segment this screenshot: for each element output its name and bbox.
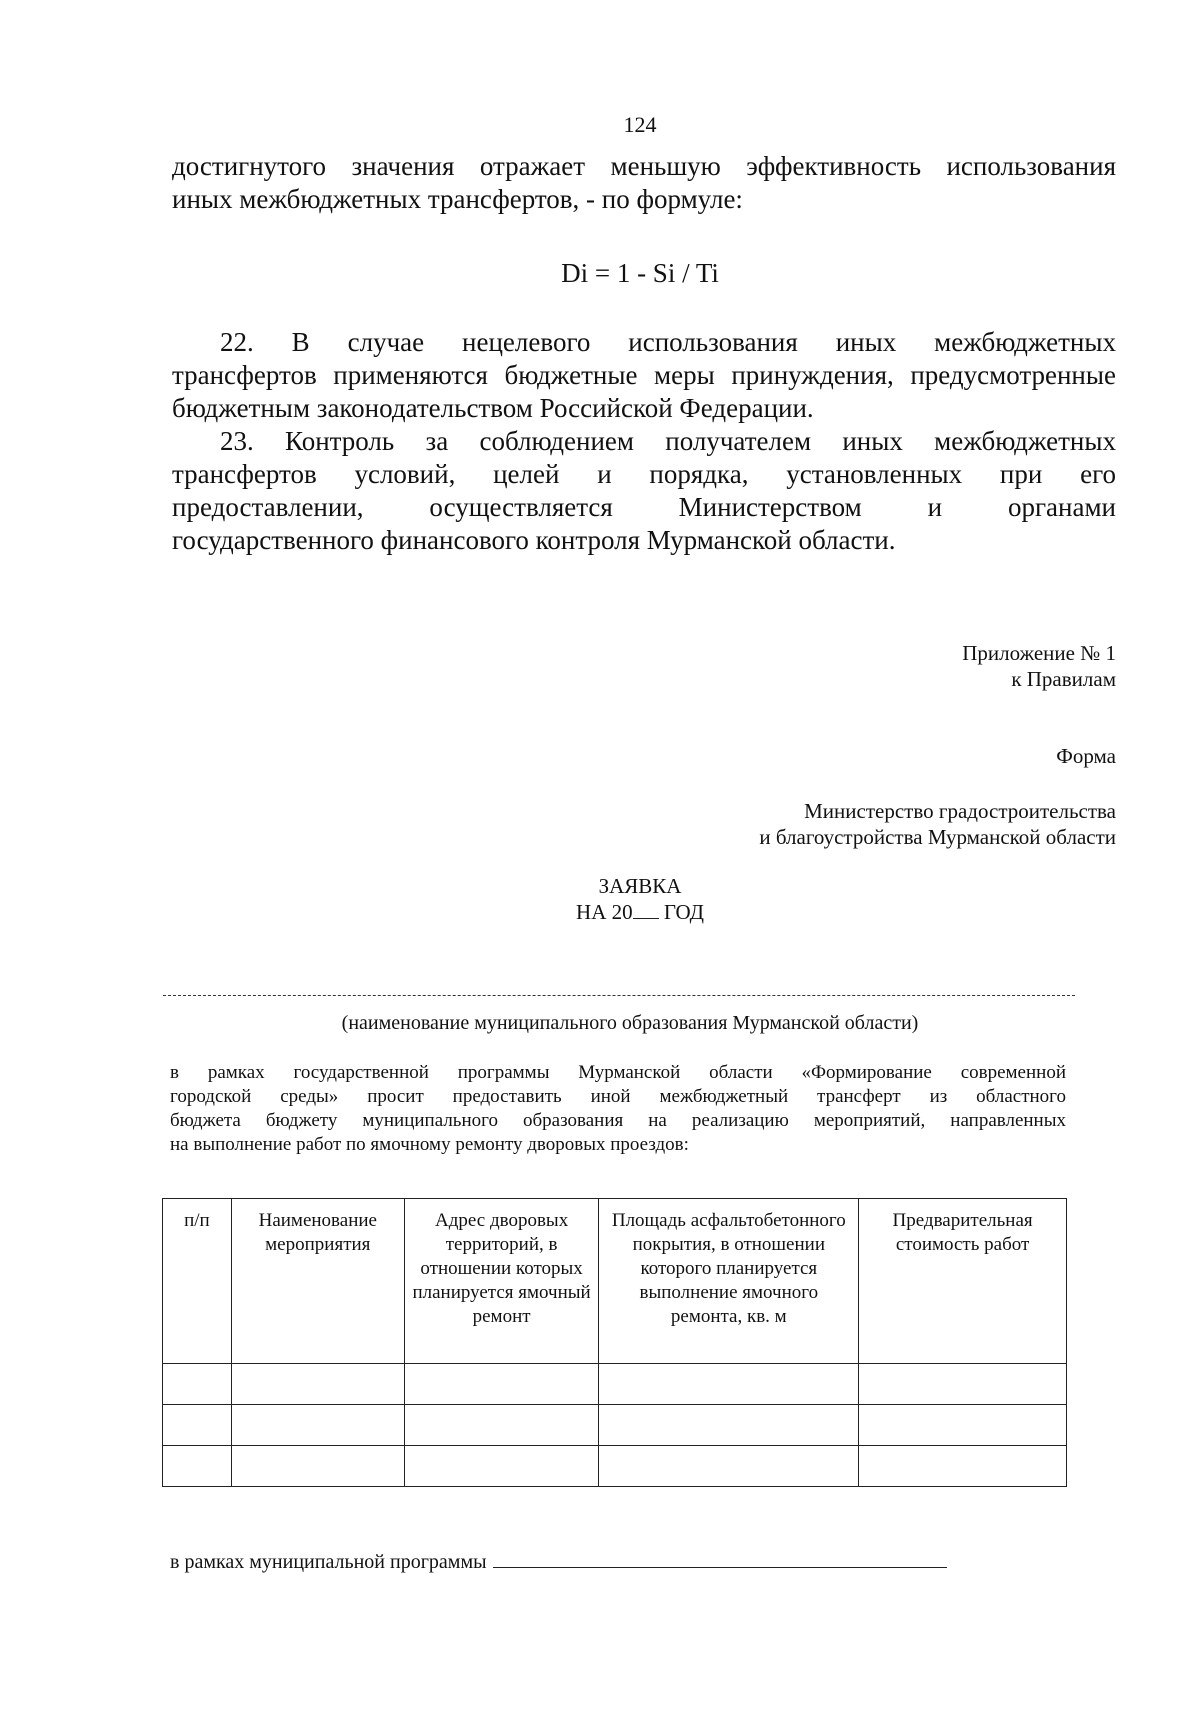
text-line: предоставлении, осуществляется Министерством и органами — [172, 492, 1116, 522]
formula: Di = 1 - Si / Ti — [561, 258, 719, 288]
appendix-rules: к Правилам — [1011, 667, 1116, 691]
table-cell[interactable] — [599, 1364, 859, 1405]
text-line: 23. Контроль за соблюдением получателем иных межбюджетных — [220, 426, 1116, 456]
year-blank — [633, 904, 659, 919]
request-year-suffix: ГОД — [663, 900, 704, 924]
municipality-caption: (наименование муниципального образования Мурманской области) — [341, 1012, 919, 1034]
table-cell[interactable] — [859, 1446, 1067, 1487]
table-cell[interactable] — [163, 1405, 232, 1446]
text-line: 22. В случае нецелевого использования иных межбюджетных — [220, 327, 1116, 357]
table-cell[interactable] — [163, 1446, 232, 1487]
table-cell[interactable] — [599, 1405, 859, 1446]
table-cell[interactable] — [231, 1364, 404, 1405]
table-cell[interactable] — [599, 1446, 859, 1487]
text-line: трансфертов условий, целей и порядка, установленных при его — [172, 459, 1116, 489]
request-title — [0, 873, 1200, 925]
table-cell[interactable] — [163, 1364, 232, 1405]
table-row — [163, 1405, 1067, 1446]
request-year — [0, 899, 1200, 925]
table-cell[interactable] — [404, 1405, 599, 1446]
municipal-program-line — [170, 1551, 947, 1574]
header-area: Площадь асфальтобетонного покрытия, в отношении которого планируется выполнение ямочного ремонта, кв. м — [599, 1199, 859, 1364]
request-intro — [170, 1061, 1066, 1157]
addressee — [759, 798, 1116, 850]
text-line: бюджетным законодательством Российской Федерации. — [172, 393, 814, 423]
table-row — [163, 1446, 1067, 1487]
text-line: на выполнение работ по ямочному ремонту дворовых проездов: — [170, 1134, 689, 1155]
table-cell[interactable] — [231, 1405, 404, 1446]
addressee-line: и благоустройства Мурманской области — [759, 825, 1116, 849]
text-line: государственного финансового контроля Мурманской области. — [172, 525, 896, 555]
header-activity-name: Наименование мероприятия — [231, 1199, 404, 1364]
municipal-program-label: в рамках муниципальной программы — [170, 1551, 487, 1573]
appendix-number: Приложение № 1 — [962, 641, 1116, 665]
form-label: Форма — [1056, 744, 1116, 768]
text-line: в рамках государственной программы Мурманской области «Формирование современной — [170, 1062, 1066, 1083]
municipality-name-line — [163, 995, 1075, 996]
text-line: городской среды» просит предоставить иной межбюджетный трансферт из областного — [170, 1086, 1066, 1107]
paragraph-item-22 — [172, 326, 1116, 425]
request-table — [162, 1198, 1067, 1487]
table-cell[interactable] — [231, 1446, 404, 1487]
text-line: иных межбюджетных трансфертов, - по формуле: — [172, 184, 743, 214]
municipal-program-blank[interactable] — [493, 1553, 947, 1568]
table-cell[interactable] — [404, 1446, 599, 1487]
header-number: п/п — [163, 1199, 232, 1364]
addressee-line: Министерство градостроительства — [804, 799, 1116, 823]
table-cell[interactable] — [859, 1405, 1067, 1446]
text-line: бюджета бюджету муниципального образования на реализацию мероприятий, направленных — [170, 1110, 1066, 1131]
request-title-main: ЗАЯВКА — [598, 874, 682, 898]
table-header-row — [163, 1199, 1067, 1364]
header-address: Адрес дворовых территорий, в отношении которых планируется ямочный ремонт — [404, 1199, 599, 1364]
appendix-reference — [962, 640, 1116, 692]
table-row — [163, 1364, 1067, 1405]
text-line: трансфертов применяются бюджетные меры принуждения, предусмотренные — [172, 360, 1116, 390]
header-cost: Предварительная стоимость работ — [859, 1199, 1067, 1364]
page-number: 124 — [623, 112, 657, 137]
text-line: достигнутого значения отражает меньшую эффективность использования — [172, 151, 1116, 181]
request-year-prefix: НА 20 — [576, 900, 633, 924]
paragraph-item-23 — [172, 425, 1116, 557]
table-cell[interactable] — [859, 1364, 1067, 1405]
table-cell[interactable] — [404, 1364, 599, 1405]
paragraph-effectiveness — [172, 150, 1116, 216]
